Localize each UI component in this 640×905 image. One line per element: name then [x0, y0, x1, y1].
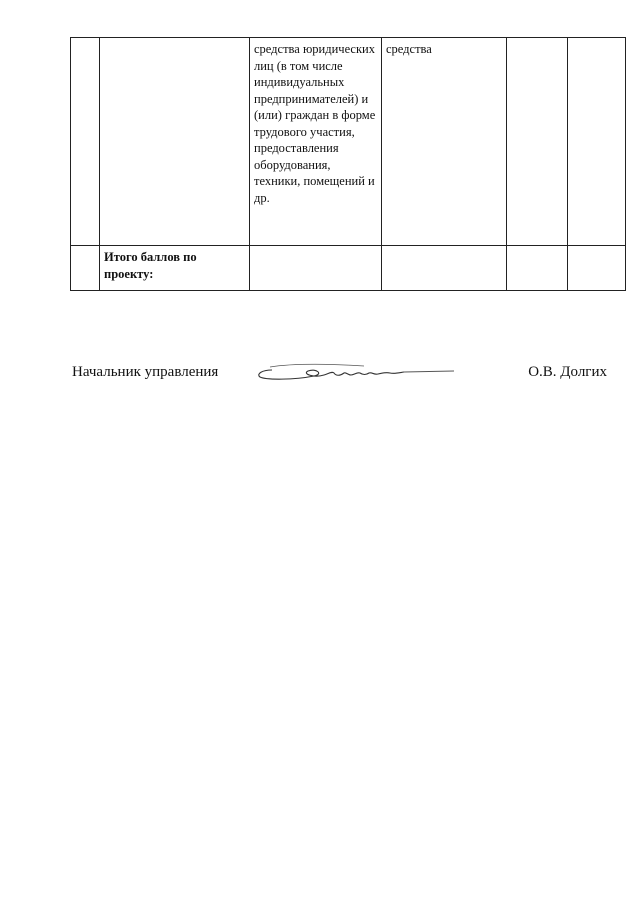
signatory-name: О.В. Долгих	[528, 364, 607, 380]
table-row	[71, 38, 626, 246]
table-cell-criterion	[100, 38, 250, 246]
table-cell-source: средства	[382, 38, 507, 246]
description-text: средства юридических лиц (в том числе индивидуальных предпринимателей) и (или) граждан в форме трудового участия, предоставления оборудования, техники, помещений и др.	[254, 42, 376, 205]
table-cell-points	[507, 38, 568, 246]
table-cell-empty	[507, 246, 568, 291]
signature-block	[72, 358, 607, 388]
table-cell-total-score	[568, 246, 626, 291]
table-cell-empty	[382, 246, 507, 291]
table-cell-description	[250, 38, 382, 246]
table-cell-number	[71, 246, 100, 291]
signatory-title: Начальник управления	[72, 364, 219, 380]
table-cell-empty	[250, 246, 382, 291]
scoring-table	[70, 37, 626, 291]
table-cell-score	[568, 38, 626, 246]
table-row-total	[71, 246, 626, 291]
handwritten-signature	[254, 358, 464, 384]
total-label: Итого баллов по проекту:	[100, 246, 250, 291]
table-cell-number	[71, 38, 100, 246]
